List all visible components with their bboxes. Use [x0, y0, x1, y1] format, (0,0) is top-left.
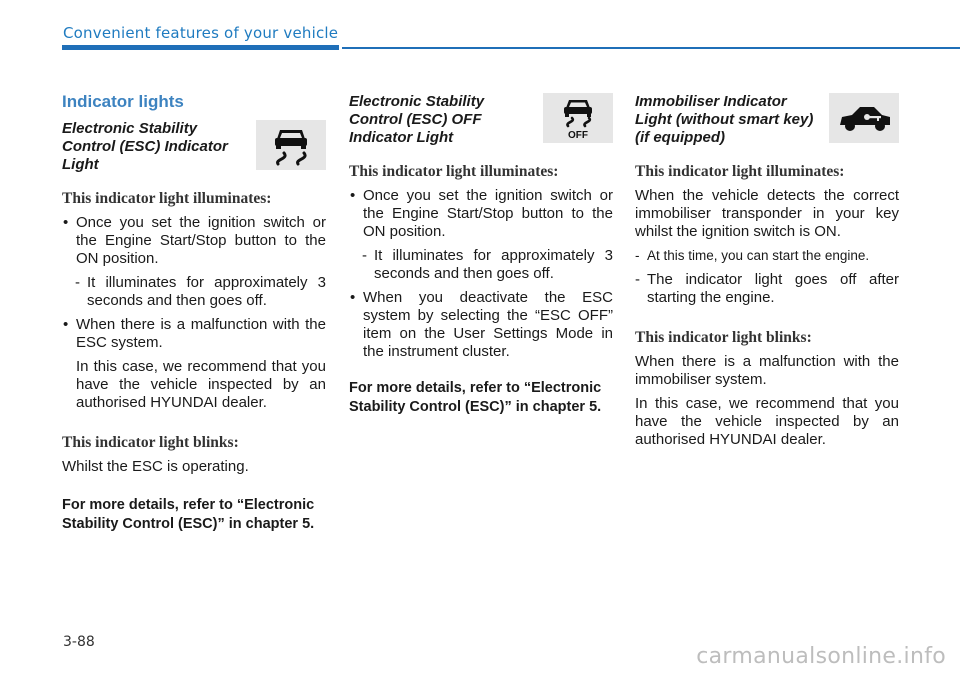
bullet-item: • When you deactivate the ESC system by selecting the “ESC OFF” item on the User Settings Mode in the instrument cluster.: [349, 289, 613, 361]
illuminates-subheading: This indicator light illuminates:: [635, 163, 845, 180]
bullet-item: • Once you set the ignition switch or the Engine Start/Stop button to the ON position.: [62, 214, 326, 268]
esc-skid-car-icon: [256, 120, 326, 170]
esc-off-indicator-header: [349, 93, 613, 147]
immobiliser-indicator-header: [635, 93, 899, 147]
recommendation-text: In this case, we recommend that you have the vehicle inspected by an authorised HYUNDAI dealer.: [76, 358, 326, 411]
bullet-item: • Once you set the ignition switch or the Engine Start/Stop button to the ON position.: [349, 187, 613, 241]
esc-off-icon: [543, 93, 613, 143]
watermark: carmanualsonline.info: [696, 644, 946, 669]
indicator-lights-heading: Indicator lights: [62, 92, 184, 111]
section-title: Convenient features of your vehicle: [63, 24, 339, 42]
illuminates-text: When the vehicle detects the correct immobiliser transponder in your key whilst the ignition switch is ON.: [635, 187, 899, 240]
illuminates-subheading: This indicator light illuminates:: [62, 190, 272, 207]
blinks-text: Whilst the ESC is operating.: [62, 458, 249, 475]
column-esc-off-indicator: [349, 88, 613, 417]
bullet-item: • When there is a malfunction with the ESC system.: [62, 316, 326, 352]
illuminates-subheading: This indicator light illuminates:: [349, 163, 559, 180]
svg-text:OFF: OFF: [568, 130, 588, 140]
recommendation-text: In this case, we recommend that you have the vehicle inspected by an authorised HYUNDAI dealer.: [635, 395, 899, 448]
dash-item: - The indicator light goes off after starting the engine.: [635, 271, 899, 306]
immobiliser-car-key-icon: [829, 93, 899, 143]
immobiliser-indicator-title: Immobiliser Indicator Light (without smart key) (if equipped): [635, 93, 814, 146]
reference-note: For more details, refer to “Electronic Stability Control (ESC)” in chapter 5.: [349, 380, 602, 415]
reference-note: For more details, refer to “Electronic Stability Control (ESC)” in chapter 5.: [62, 497, 315, 532]
column-esc-indicator: [62, 88, 326, 534]
header-rule-thin: [342, 47, 960, 49]
blinks-subheading: This indicator light blinks:: [635, 329, 812, 346]
esc-indicator-title: Electronic Stability Control (ESC) Indicator Light: [62, 120, 228, 173]
column-immobiliser-indicator: [635, 88, 899, 449]
blinks-subheading: This indicator light blinks:: [62, 434, 239, 451]
dash-item: - It illuminates for approximately 3 seconds and then goes off.: [75, 274, 326, 309]
dash-item: - It illuminates for approximately 3 seconds and then goes off.: [362, 247, 613, 282]
esc-off-indicator-title: Electronic Stability Control (ESC) OFF Indicator Light: [349, 93, 485, 146]
esc-indicator-header: [62, 120, 326, 174]
header-rule-thick: [62, 45, 339, 50]
dash-item: - At this time, you can start the engine.: [635, 248, 870, 263]
page-number: 3-88: [63, 634, 95, 650]
blinks-text: When there is a malfunction with the immobiliser system.: [635, 353, 899, 388]
